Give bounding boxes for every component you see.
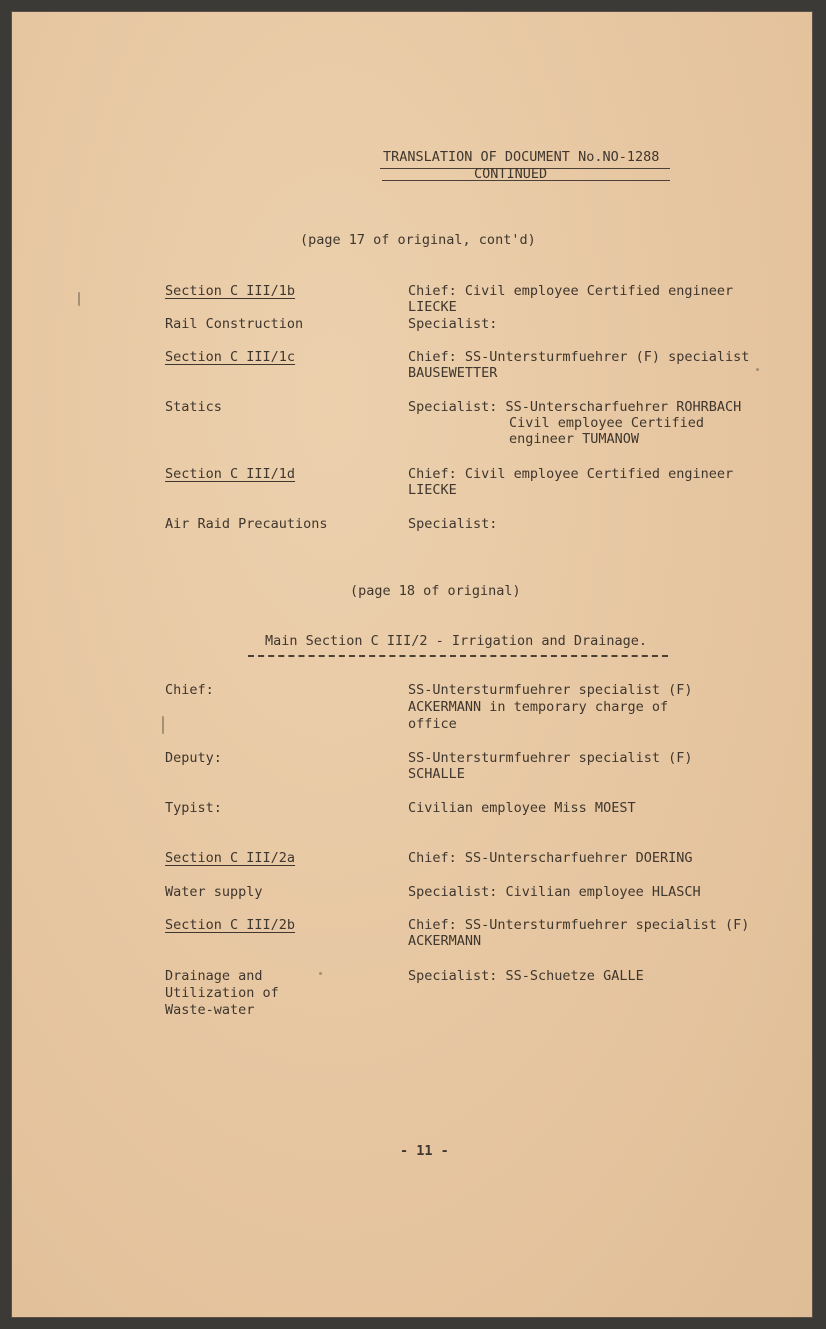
section-chief: Chief: SS-Unterscharfuehrer DOERING — [408, 850, 693, 866]
section-name: Drainage and — [165, 968, 263, 984]
section-name: Water supply — [165, 884, 263, 900]
section-code: Section C III/1b — [165, 283, 296, 299]
deputy-value: SS-Untersturmfuehrer specialist (F) — [408, 750, 693, 766]
page-17-note: (page 17 of original, cont'd) — [300, 232, 536, 248]
section-specialist-cont: Civil employee Certified — [509, 415, 705, 431]
section-name-cont: Utilization of — [165, 985, 279, 1001]
chief-value-cont: office — [408, 716, 457, 732]
section-code: Section C III/1d — [165, 466, 296, 482]
chief-value: SS-Untersturmfuehrer specialist (F) — [408, 682, 693, 698]
section-name: Statics — [165, 399, 222, 415]
page-number: - 11 - — [400, 1143, 449, 1159]
section-chief: Chief: SS-Untersturmfuehrer (F) specialist — [408, 349, 750, 365]
page-18-note: (page 18 of original) — [350, 583, 521, 599]
section-chief: Chief: Civil employee Certified engineer — [408, 466, 734, 482]
typist-value: Civilian employee Miss MOEST — [408, 800, 636, 816]
chief-value-cont: ACKERMANN in temporary charge of — [408, 699, 669, 715]
section-specialist: Specialist: — [408, 316, 498, 332]
section-name: Rail Construction — [165, 316, 304, 332]
paper-mark — [319, 972, 322, 975]
typist-label: Typist: — [165, 800, 222, 816]
main-section-title: Main Section C III/2 - Irrigation and Drainage. — [265, 633, 648, 649]
section-specialist: Specialist: — [408, 516, 498, 532]
document-subtitle: CONTINUED — [474, 166, 548, 182]
document-page — [12, 12, 812, 1317]
section-chief-name: LIECKE — [408, 482, 457, 498]
paper-mark — [162, 716, 164, 734]
document-title: TRANSLATION OF DOCUMENT No.NO-1288 — [383, 149, 660, 165]
paper-mark — [78, 292, 80, 306]
section-specialist: Specialist: SS-Unterscharfuehrer ROHRBACH — [408, 399, 742, 415]
deputy-value-cont: SCHALLE — [408, 766, 465, 782]
section-specialist-cont: engineer TUMANOW — [509, 431, 640, 447]
section-chief-name: BAUSEWETTER — [408, 365, 498, 381]
main-section-rule — [248, 655, 668, 657]
section-code: Section C III/2a — [165, 850, 296, 866]
section-chief: Chief: Civil employee Certified engineer — [408, 283, 734, 299]
section-name-cont: Waste-water — [165, 1002, 255, 1018]
section-specialist: Specialist: SS-Schuetze GALLE — [408, 968, 644, 984]
subtitle-underline — [382, 180, 670, 181]
chief-label: Chief: — [165, 682, 214, 698]
deputy-label: Deputy: — [165, 750, 222, 766]
section-name: Air Raid Precautions — [165, 516, 328, 532]
section-code: Section C III/2b — [165, 917, 296, 933]
section-code: Section C III/1c — [165, 349, 296, 365]
section-chief-name: LIECKE — [408, 299, 457, 315]
paper-mark — [756, 368, 759, 371]
section-specialist: Specialist: Civilian employee HLASCH — [408, 884, 701, 900]
section-chief: Chief: SS-Untersturmfuehrer specialist (F) — [408, 917, 750, 933]
section-chief-name: ACKERMANN — [408, 933, 482, 949]
